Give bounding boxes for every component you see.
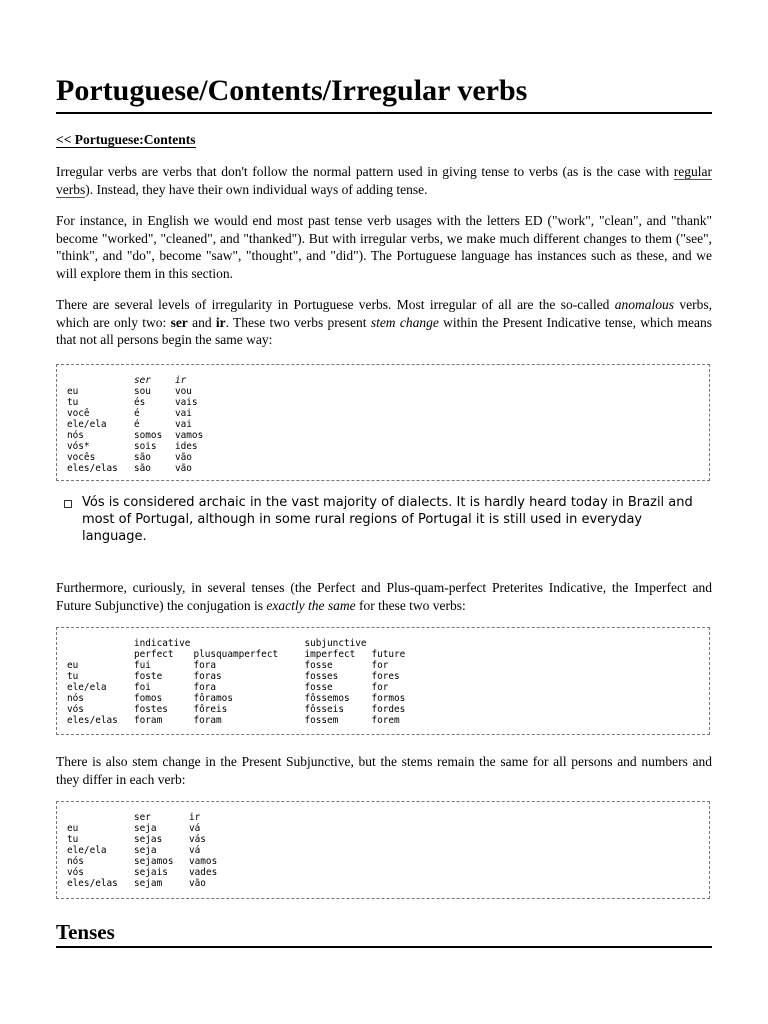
table-row bbox=[67, 408, 218, 419]
table-cell: são bbox=[134, 452, 151, 463]
table-cell: é bbox=[134, 408, 140, 419]
same-conjugation-paragraph bbox=[56, 579, 712, 614]
present-indicative-table bbox=[56, 364, 710, 481]
regular-verbs-link[interactable]: regular verbs bbox=[56, 164, 712, 197]
table-cell: vai bbox=[175, 408, 192, 419]
table-cell: fora bbox=[193, 682, 217, 693]
table-cell: fossem bbox=[304, 715, 339, 726]
preterite-subjunctive-table bbox=[56, 627, 710, 735]
table-cell: sejamos bbox=[134, 856, 174, 867]
table-row bbox=[67, 386, 218, 397]
para3-text-b: verbs, which are only two: bbox=[56, 297, 712, 330]
table3-grid bbox=[67, 812, 232, 889]
table-cell: tu bbox=[67, 834, 79, 845]
table-cell: fosse bbox=[304, 682, 333, 693]
table-cell: for bbox=[371, 660, 389, 671]
table-row bbox=[67, 682, 424, 693]
table-cell bbox=[67, 375, 134, 386]
table-cell: sois bbox=[134, 441, 157, 452]
table-cell: sejais bbox=[134, 867, 168, 878]
vos-note-text: Vós is considered archaic in the vast majority of dialects. It is hardly heard today in Brazil and most of Portugal, although in some rural regions of Portugal it is still used in everyday language. bbox=[82, 495, 693, 544]
present-subjunctive-table bbox=[56, 801, 710, 899]
table-row bbox=[67, 704, 424, 715]
table-cell: eu bbox=[67, 660, 79, 671]
table-cell: tu bbox=[67, 671, 79, 682]
table-cell: ele/ela bbox=[67, 419, 107, 430]
exactly-same-term: exactly the same bbox=[266, 597, 356, 613]
table-cell: vão bbox=[175, 452, 192, 463]
table-cell: vá bbox=[189, 823, 201, 834]
para4-text-a: Furthermore, curiously, in several tenses (the Perfect and Plus-quam-perfect Preterites Indicative, the Imperfect and Future Subjunctive) the conjugation is bbox=[56, 580, 712, 613]
table-row bbox=[67, 693, 424, 704]
table-row bbox=[67, 715, 424, 726]
intro-text-1: Irregular verbs are verbs that don't follow the normal pattern used in giving tense to verbs (as is the case with bbox=[56, 164, 674, 179]
table-cell: vão bbox=[175, 463, 192, 474]
table-cell: eu bbox=[67, 823, 79, 834]
table-cell: plusquamperfect bbox=[193, 649, 279, 660]
table-cell: ser bbox=[134, 812, 151, 823]
table-header-row bbox=[67, 638, 424, 649]
table-header-row bbox=[67, 649, 424, 660]
table-cell: subjunctive bbox=[304, 638, 367, 649]
table-cell: future bbox=[371, 649, 406, 660]
table-cell: ir bbox=[175, 375, 187, 386]
table-cell: fôssemos bbox=[304, 693, 350, 704]
table-cell: eu bbox=[67, 386, 79, 397]
table2-grid bbox=[67, 638, 424, 726]
table-cell: eles/elas bbox=[67, 715, 118, 726]
table-cell: sou bbox=[134, 386, 151, 397]
table-cell: tu bbox=[67, 397, 79, 408]
table-cell: foram bbox=[193, 715, 222, 726]
vos-note bbox=[64, 494, 704, 545]
ser-term: ser bbox=[170, 314, 188, 330]
back-to-contents-link[interactable] bbox=[56, 131, 196, 149]
table-cell: indicative bbox=[134, 638, 191, 649]
table-cell: ser bbox=[134, 375, 151, 386]
table-header-row bbox=[67, 375, 218, 386]
table-cell: nós bbox=[67, 693, 84, 704]
table-cell bbox=[67, 812, 134, 823]
table-cell: vós bbox=[67, 704, 84, 715]
table-cell: perfect bbox=[134, 649, 174, 660]
tenses-heading: Tenses bbox=[56, 918, 712, 948]
table-row bbox=[67, 834, 232, 845]
table-cell: és bbox=[134, 397, 146, 408]
table-cell: vá bbox=[189, 845, 201, 856]
table-cell: fosse bbox=[304, 660, 333, 671]
table-cell: vós* bbox=[67, 441, 90, 452]
table-cell: são bbox=[134, 463, 151, 474]
table-cell: vamos bbox=[189, 856, 218, 867]
table-cell: vocês bbox=[67, 452, 96, 463]
table-cell: formos bbox=[371, 693, 406, 704]
para3-and: and bbox=[187, 314, 216, 330]
table-cell: fôsseis bbox=[304, 704, 344, 715]
table-cell: fostes bbox=[134, 704, 168, 715]
table-row bbox=[67, 856, 232, 867]
table-cell: foram bbox=[134, 715, 163, 726]
table-cell: fora bbox=[193, 660, 217, 671]
table-header-row bbox=[67, 812, 232, 823]
table-cell: seja bbox=[134, 823, 157, 834]
table-cell: fôramos bbox=[193, 693, 233, 704]
table-cell: vamos bbox=[175, 430, 204, 441]
table-cell: for bbox=[371, 682, 389, 693]
para3-text-a: There are several levels of irregularity in Portuguese verbs. Most irregular of all are the so-called bbox=[56, 297, 615, 312]
table-cell: forem bbox=[371, 715, 400, 726]
table-cell: ir bbox=[189, 812, 201, 823]
table-cell: nós bbox=[67, 856, 84, 867]
table-cell: fôreis bbox=[193, 704, 228, 715]
table-row bbox=[67, 845, 232, 856]
table-cell bbox=[67, 649, 134, 660]
ir-term: ir bbox=[215, 314, 226, 330]
table-cell: eles/elas bbox=[67, 463, 118, 474]
table-cell: seja bbox=[134, 845, 157, 856]
table-row bbox=[67, 660, 424, 671]
page-title: Portuguese/Contents/Irregular verbs bbox=[56, 72, 712, 114]
table-cell: vás bbox=[189, 834, 206, 845]
table-cell: você bbox=[67, 408, 90, 419]
table-row bbox=[67, 452, 218, 463]
table-cell: vais bbox=[175, 397, 198, 408]
table-row bbox=[67, 430, 218, 441]
table-row bbox=[67, 867, 232, 878]
stem-change-term: stem change bbox=[370, 314, 439, 330]
table-cell: somos bbox=[134, 430, 163, 441]
table-cell: imperfect bbox=[304, 649, 356, 660]
table-cell: sejas bbox=[134, 834, 163, 845]
anomalous-verbs-paragraph bbox=[56, 296, 712, 349]
para3-text-c: . These two verbs present bbox=[225, 314, 371, 330]
table-cell: nós bbox=[67, 430, 84, 441]
table-cell: fordes bbox=[371, 704, 406, 715]
intro-text-2: ). Instead, they have their own individual ways of adding tense. bbox=[85, 181, 428, 197]
table-row bbox=[67, 878, 232, 889]
table-cell: é bbox=[134, 419, 140, 430]
table1-grid bbox=[67, 375, 218, 474]
para4-text-b: for these two verbs: bbox=[355, 597, 466, 613]
table-row bbox=[67, 397, 218, 408]
table-row bbox=[67, 463, 218, 474]
table-row bbox=[67, 441, 218, 452]
table-cell: ides bbox=[175, 441, 198, 452]
table-cell: foste bbox=[134, 671, 163, 682]
table-cell: ele/ela bbox=[67, 845, 107, 856]
table-cell: sejam bbox=[134, 878, 163, 889]
table-cell: fui bbox=[134, 660, 151, 671]
table-cell: fosses bbox=[304, 671, 339, 682]
table-cell: vou bbox=[175, 386, 192, 397]
table-cell: vai bbox=[175, 419, 192, 430]
table-cell bbox=[371, 638, 424, 649]
table-cell: fores bbox=[371, 671, 400, 682]
intro-paragraph bbox=[56, 163, 712, 198]
table-cell: fomos bbox=[134, 693, 163, 704]
para3-text-d: within the Present Indicative tense, which means that not all persons begin the same way: bbox=[56, 314, 713, 347]
table-cell: foras bbox=[193, 671, 222, 682]
table-row bbox=[67, 823, 232, 834]
table-cell: vós bbox=[67, 867, 84, 878]
english-example-paragraph: For instance, in English we would end most past tense verb usages with the letters ED ("work", "clean", and "thank" become "worked", "cleaned", and "thanked"). But with irregular verbs, we make much different changes to them ("see", "think", and "do", become "saw", "thought", and "did"). The Portuguese language has instances such as these, and we will explore them in this section. bbox=[56, 213, 712, 281]
table-cell: eles/elas bbox=[67, 878, 118, 889]
back-link-text[interactable]: << Portuguese:Contents bbox=[56, 132, 196, 147]
table-cell: vão bbox=[189, 878, 206, 889]
table-cell: ele/ela bbox=[67, 682, 107, 693]
table-cell: foi bbox=[134, 682, 151, 693]
table-cell bbox=[193, 638, 304, 649]
anomalous-term: anomalous bbox=[614, 297, 675, 312]
present-subjunctive-paragraph: There is also stem change in the Present Subjunctive, but the stems remain the same for all persons and numbers and they differ in each verb: bbox=[56, 754, 712, 787]
table-row bbox=[67, 671, 424, 682]
table-cell: vades bbox=[189, 867, 218, 878]
bullet-square-icon bbox=[64, 500, 72, 508]
table-cell bbox=[67, 638, 134, 649]
table-row bbox=[67, 419, 218, 430]
